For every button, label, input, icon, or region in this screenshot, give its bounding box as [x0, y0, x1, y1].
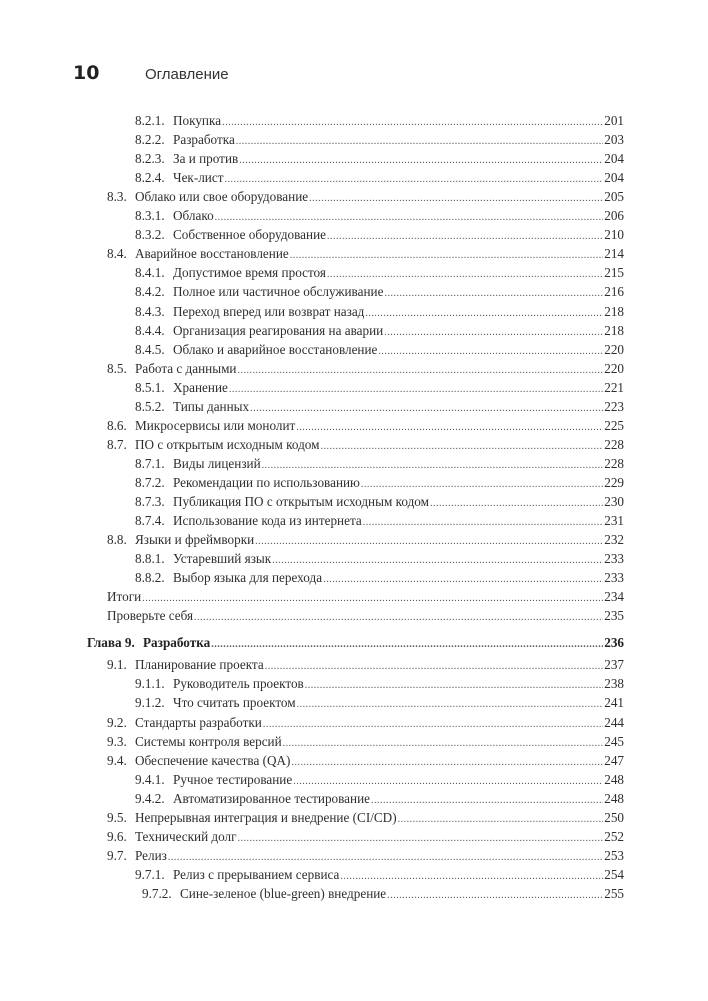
- dot-leader: [255, 533, 603, 551]
- toc-entry[interactable]: [135, 790, 624, 808]
- dot-leader: [323, 571, 603, 589]
- toc-entry-number: 9.4.2.: [135, 790, 165, 806]
- dot-leader: [168, 849, 603, 867]
- toc-entry-page: 205: [604, 189, 624, 205]
- toc-entry-page: 233: [604, 551, 624, 567]
- toc-entry-number: 9.6.: [107, 828, 127, 844]
- dot-leader: [296, 419, 603, 437]
- dot-leader: [340, 868, 603, 886]
- toc-entry-number: 8.4.: [107, 246, 127, 262]
- toc-entry[interactable]: [135, 866, 624, 884]
- toc-entry-page: 204: [604, 170, 624, 186]
- toc-entry-title: Аварийное восстановление: [135, 246, 289, 262]
- toc-entry-page: 244: [604, 714, 624, 730]
- toc-entry[interactable]: [107, 245, 624, 263]
- dot-leader: [236, 133, 603, 151]
- toc-entry-title: Покупка: [173, 113, 222, 128]
- toc-entry-page: 235: [604, 608, 624, 624]
- dot-leader: [384, 324, 603, 342]
- dot-leader: [363, 514, 603, 532]
- toc-entry-title: ПО с открытым исходным кодом: [135, 436, 320, 452]
- toc-entry-number: 8.7.2.: [135, 474, 165, 490]
- toc-entry-number: 8.4.2.: [135, 284, 165, 300]
- toc-entry-page: 230: [604, 494, 624, 509]
- toc-entry[interactable]: [135, 322, 624, 340]
- toc-entry-number: 8.8.2.: [135, 570, 165, 586]
- toc-entry-page: 248: [604, 790, 624, 806]
- toc-entry-page: 238: [604, 676, 624, 692]
- toc-entry-title: Переход вперед или возврат назад: [173, 303, 365, 319]
- toc-entry-number: 8.3.1.: [135, 208, 165, 224]
- toc-entry-number: 8.7.4.: [135, 513, 165, 529]
- toc-entry[interactable]: [107, 828, 624, 846]
- toc-entry-title: Сине-зеленое (blue-green) внедрение: [180, 885, 387, 901]
- dot-leader: [378, 343, 603, 361]
- toc-entry-number: 9.3.: [107, 733, 127, 749]
- toc-entry-title: Рекомендации по использованию: [173, 474, 360, 490]
- toc-entry[interactable]: [107, 436, 624, 454]
- toc-entry[interactable]: [135, 550, 624, 568]
- toc-entry-page: 220: [604, 360, 624, 376]
- toc-entry-number: 9.4.: [107, 752, 127, 768]
- toc-entry-title: Что считать проектом: [173, 695, 296, 711]
- dot-leader: [272, 552, 603, 570]
- toc-entry-title: Проверьте себя: [107, 608, 194, 624]
- toc-entry[interactable]: [135, 112, 624, 130]
- toc-entry-page: 254: [604, 866, 624, 882]
- toc-entry-number: 8.4.5.: [135, 341, 165, 357]
- toc-entry-page: 241: [604, 695, 624, 711]
- toc-entry-title: Использование кода из интернета: [173, 513, 362, 529]
- toc-entry-page: 215: [604, 265, 624, 281]
- toc-entry-page: 225: [604, 417, 624, 433]
- toc-entry-title: Языки и фреймворки: [135, 532, 255, 548]
- toc-entry-title: Разработка: [173, 132, 235, 148]
- toc-entry[interactable]: [107, 809, 624, 827]
- toc-entry-page: 214: [604, 246, 624, 262]
- toc-entry[interactable]: [107, 360, 624, 378]
- toc-entry-page: 216: [604, 284, 624, 300]
- toc-entry-number: 8.5.2.: [135, 398, 165, 414]
- toc-entry-title: Планирование проекта: [135, 657, 264, 673]
- toc-entry-title: Виды лицензий: [173, 455, 261, 471]
- toc-entry-page: 206: [604, 208, 624, 224]
- toc-entry-page: 218: [604, 322, 624, 338]
- toc-entry[interactable]: [135, 341, 624, 359]
- toc-entry[interactable]: [142, 885, 624, 903]
- toc-entry[interactable]: [107, 733, 624, 751]
- toc-entry-page: 218: [604, 303, 624, 319]
- toc-entry-number: 9.5.: [107, 809, 127, 825]
- toc-entry-page: 231: [604, 513, 624, 529]
- toc-entry-page: 220: [604, 341, 624, 357]
- toc-entry[interactable]: [135, 169, 624, 187]
- dot-leader: [297, 696, 604, 714]
- toc-entry[interactable]: [135, 150, 624, 168]
- toc-entry[interactable]: [107, 607, 624, 625]
- toc-entry-number: 8.7.: [107, 436, 127, 452]
- toc-entry-title: Стандарты разработки: [135, 714, 262, 730]
- dot-leader: [237, 362, 603, 380]
- toc-entry[interactable]: [107, 714, 624, 732]
- page-number: 10: [73, 62, 100, 84]
- toc-entry-page: 233: [604, 570, 624, 586]
- toc-entry-title: Релиз с прерыванием сервиса: [173, 866, 340, 882]
- dot-leader: [384, 285, 603, 303]
- dot-leader: [430, 495, 603, 513]
- toc-entry-page: 234: [604, 589, 624, 605]
- toc-entry-number: 8.3.: [107, 189, 127, 205]
- toc-entry[interactable]: [135, 379, 624, 397]
- running-header-title: Оглавление: [145, 66, 229, 83]
- toc-entry-page: 221: [604, 379, 624, 395]
- toc-entry-number: 9.7.: [107, 847, 127, 863]
- toc-entry-title: Руководитель проектов: [173, 676, 304, 692]
- toc-entry-title: Релиз: [135, 847, 167, 863]
- dot-leader: [238, 830, 604, 848]
- toc-entry-page: 201: [604, 113, 624, 128]
- toc-entry-page: 237: [604, 657, 624, 673]
- toc-entry[interactable]: [107, 656, 624, 674]
- toc-entry-title: Устаревший язык: [173, 551, 272, 567]
- toc-entry[interactable]: [135, 455, 624, 473]
- toc-entry-number: 9.7.1.: [135, 866, 165, 882]
- toc-entry[interactable]: [135, 207, 624, 225]
- toc-entry-title: Организация реагирования на аварии: [173, 322, 384, 338]
- toc-entry-page: 204: [604, 151, 624, 167]
- toc-entry-number: 8.8.: [107, 532, 127, 548]
- toc-entry[interactable]: [135, 771, 624, 789]
- dot-leader: [327, 266, 603, 284]
- dot-leader: [215, 209, 604, 227]
- toc-entry-title: Облако или свое оборудование: [135, 189, 309, 205]
- toc-entry-number: 8.7.3.: [135, 494, 165, 509]
- toc-entry-number: 8.8.1.: [135, 551, 165, 567]
- dot-leader: [222, 114, 603, 132]
- toc-entry-page: 255: [604, 885, 624, 901]
- toc-entry[interactable]: [135, 283, 624, 301]
- toc-entry-page: 247: [604, 752, 624, 768]
- toc-entry-title: Микросервисы или монолит: [135, 417, 296, 433]
- dot-leader: [293, 773, 603, 791]
- toc-entry-number: 9.2.: [107, 714, 127, 730]
- dot-leader: [224, 171, 603, 189]
- toc-entry-number: 8.3.2.: [135, 227, 165, 243]
- toc-entry-title: Обеспечение качества (QA): [135, 752, 291, 768]
- toc-entry-page: 245: [604, 733, 624, 749]
- dot-leader: [290, 247, 603, 265]
- toc-entry-title: За и против: [173, 151, 239, 167]
- toc-entry[interactable]: [107, 752, 624, 770]
- toc-entry-number: 9.1.1.: [135, 676, 165, 692]
- toc-entry-title: Непрерывная интеграция и внедрение (CI/CD): [135, 809, 397, 825]
- dot-leader: [229, 381, 603, 399]
- dot-leader: [398, 811, 604, 829]
- toc-entry-page: 250: [604, 809, 624, 825]
- toc-entry-page: 253: [604, 847, 624, 863]
- toc-entry-number: 8.4.3.: [135, 303, 165, 319]
- dot-leader: [142, 590, 603, 608]
- toc-entry-page: 248: [604, 771, 624, 787]
- toc-entry-title: Публикация ПО с открытым исходным кодом: [173, 494, 429, 509]
- toc-entry-page: 223: [604, 398, 624, 414]
- dot-leader: [361, 476, 603, 494]
- toc-entry-title: Чек-лист: [173, 170, 224, 186]
- toc-entry-number: 8.5.1.: [135, 379, 165, 395]
- toc-entry-number: 9.1.2.: [135, 695, 165, 711]
- toc-entry-number: Глава 9.: [87, 635, 135, 651]
- dot-leader: [283, 735, 604, 753]
- dot-leader: [211, 636, 603, 654]
- toc-entry-page: 252: [604, 828, 624, 844]
- toc-entry-number: 9.1.: [107, 657, 127, 673]
- toc-entry[interactable]: [135, 493, 624, 511]
- toc-entry[interactable]: [135, 474, 624, 492]
- toc-chapter-entry[interactable]: [87, 634, 624, 652]
- toc-entry-page: 228: [604, 436, 624, 452]
- toc-entry-number: 8.5.: [107, 360, 127, 376]
- toc-entry-page: 210: [604, 227, 624, 243]
- dot-leader: [239, 152, 603, 170]
- dot-leader: [291, 754, 603, 772]
- toc-entry-title: Собственное оборудование: [173, 227, 326, 243]
- dot-leader: [309, 190, 603, 208]
- toc-entry-title: Системы контроля версий: [135, 733, 282, 749]
- toc-entry[interactable]: [107, 188, 624, 206]
- dot-leader: [262, 457, 604, 475]
- toc-entry-number: 8.2.3.: [135, 151, 165, 167]
- toc-entry[interactable]: [135, 512, 624, 530]
- toc-entry[interactable]: [135, 303, 624, 321]
- toc-entry-title: Облако и аварийное восстановление: [173, 341, 378, 357]
- toc-entry-page: 236: [604, 635, 624, 651]
- dot-leader: [387, 887, 603, 905]
- toc-entry-number: 8.2.1.: [135, 113, 165, 128]
- toc-entry[interactable]: [107, 588, 624, 606]
- toc-entry[interactable]: [107, 847, 624, 865]
- dot-leader: [263, 716, 603, 734]
- dot-leader: [327, 228, 603, 246]
- toc-entry[interactable]: [135, 694, 624, 712]
- toc-entry-title: Выбор языка для перехода: [173, 570, 323, 586]
- dot-leader: [305, 677, 603, 695]
- toc-entry-number: 8.4.4.: [135, 322, 165, 338]
- toc-entry-title: Автоматизированное тестирование: [173, 790, 371, 806]
- toc-entry-title: Ручное тестирование: [173, 771, 293, 787]
- toc-entry-title: Облако: [173, 208, 214, 224]
- toc-entry-title: Работа с данными: [135, 360, 237, 376]
- toc-entry[interactable]: [135, 569, 624, 587]
- toc-entry-number: 8.4.1.: [135, 265, 165, 281]
- toc-entry-page: 228: [604, 455, 624, 471]
- toc-entry[interactable]: [135, 675, 624, 693]
- toc-entry-title: Технический долг: [135, 828, 237, 844]
- toc-entry-title: Типы данных: [173, 398, 250, 414]
- toc-entry-number: 8.2.2.: [135, 132, 165, 148]
- toc-entry[interactable]: [135, 398, 624, 416]
- toc-entry-number: 8.6.: [107, 417, 127, 433]
- toc-entry-number: 8.2.4.: [135, 170, 165, 186]
- dot-leader: [194, 609, 603, 627]
- dot-leader: [365, 305, 603, 323]
- toc-entry[interactable]: [107, 417, 624, 435]
- toc-entry-page: 232: [604, 532, 624, 548]
- toc-entry-number: 9.7.2.: [142, 885, 172, 901]
- toc-entry-number: 8.7.1.: [135, 455, 165, 471]
- toc-entry[interactable]: [135, 226, 624, 244]
- toc-entry-page: 203: [604, 132, 624, 148]
- toc-entry-title: Допустимое время простоя: [173, 265, 326, 281]
- toc-entry-title: Итоги: [107, 589, 142, 605]
- toc-entry-title: Полное или частичное обслуживание: [173, 284, 384, 300]
- toc-entry[interactable]: [107, 531, 624, 549]
- toc-entry[interactable]: [135, 264, 624, 282]
- dot-leader: [250, 400, 603, 418]
- toc-entry-number: 9.4.1.: [135, 771, 165, 787]
- toc-entry[interactable]: [135, 131, 624, 149]
- dot-leader: [371, 792, 603, 810]
- dot-leader: [320, 438, 603, 456]
- dot-leader: [265, 658, 604, 676]
- toc-entry-page: 229: [604, 474, 624, 490]
- toc-entry-title: Хранение: [173, 379, 228, 395]
- toc-entry-title: Разработка: [143, 635, 211, 651]
